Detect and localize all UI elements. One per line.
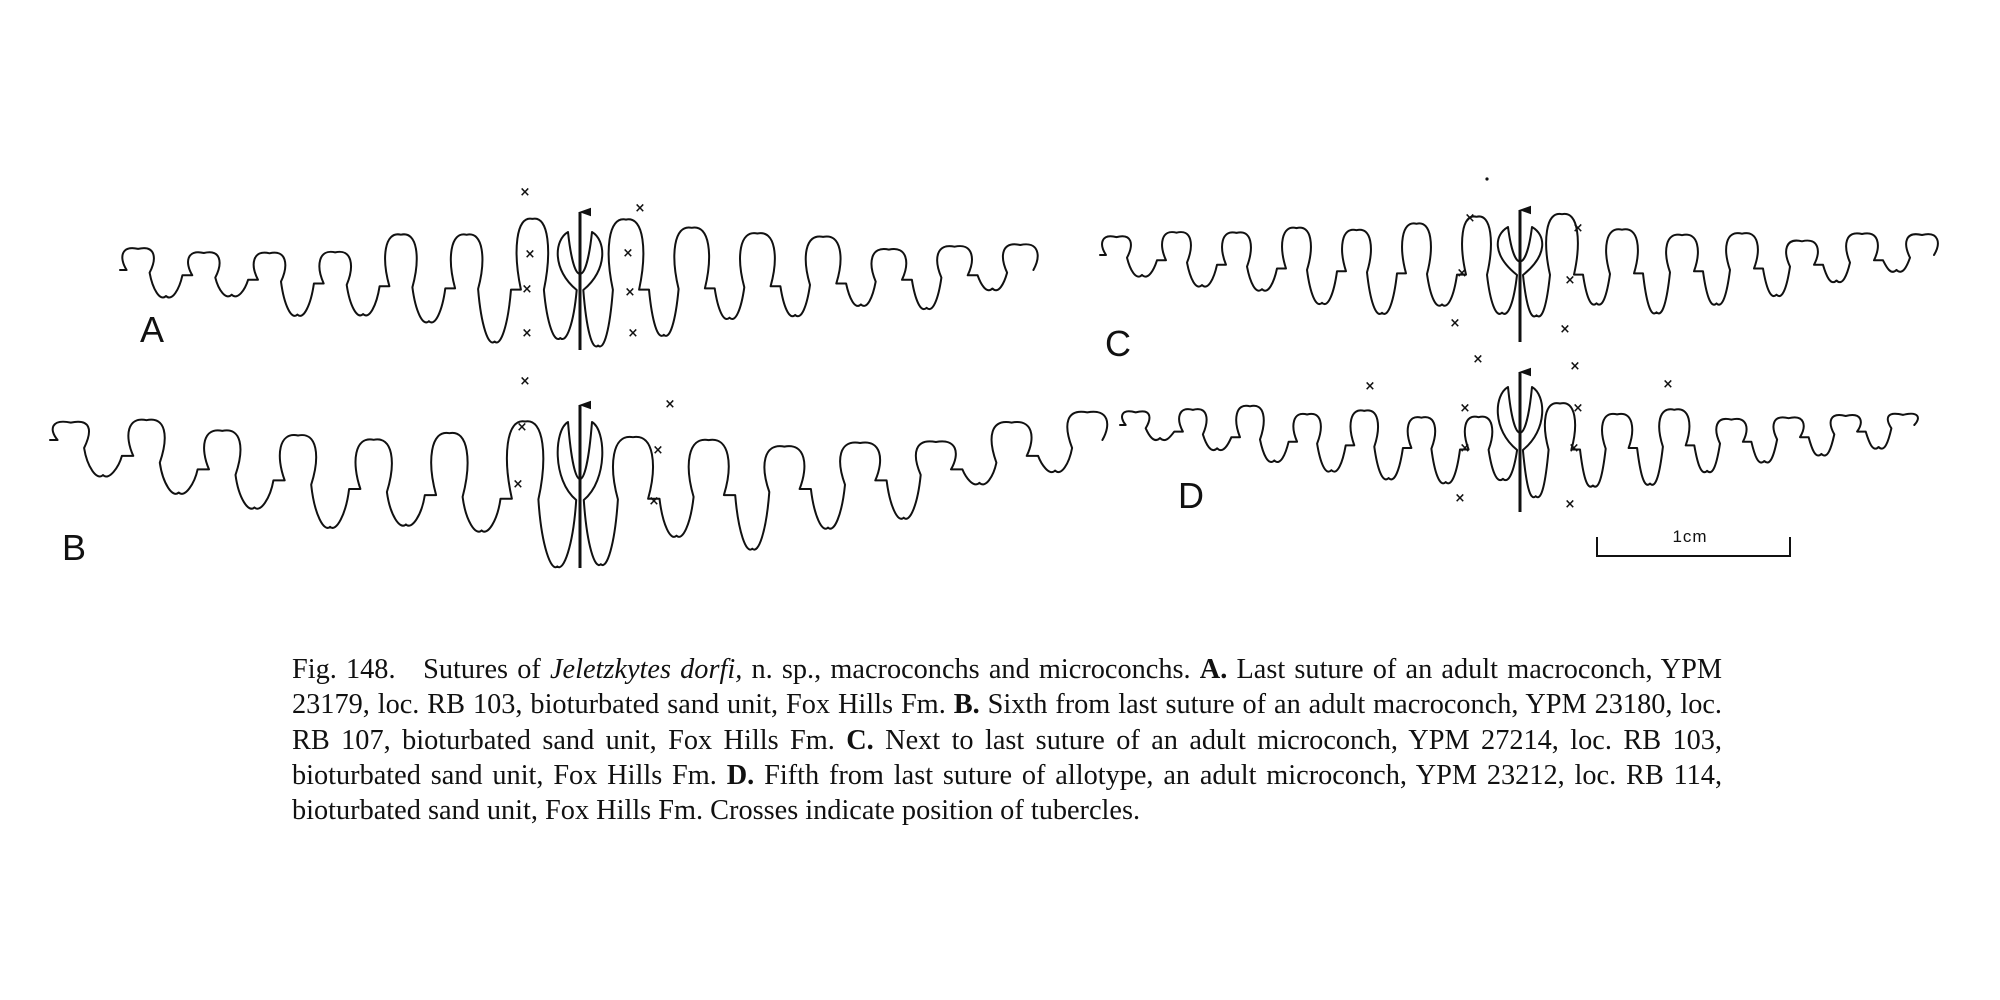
caption-item-a-text: Last suture of an adult macroconch, YPM 23179, loc. RB 103, bioturbated sand unit, Fox Hills Fm. [292, 654, 1723, 721]
caption-item-b-text: Sixth from last suture of an adult macroconch, YPM 23180, loc. RB 107, bioturbated sand unit, Fox Hills Fm. [292, 689, 1723, 756]
tubercle-cross: × [648, 494, 660, 509]
tubercle-cross: × [1564, 273, 1576, 288]
tubercle-cross: × [519, 374, 531, 389]
tubercle-cross: × [1464, 211, 1476, 226]
tubercle-cross: × [1364, 379, 1376, 394]
caption-item-b-letter: B. [953, 689, 980, 721]
suture-panel-d [1120, 352, 1918, 516]
scale-bar [1597, 527, 1790, 556]
caption-item-c-letter: C. [846, 724, 874, 756]
panel-label-c: C [1105, 323, 1131, 364]
tubercle-cross: × [516, 420, 528, 435]
tubercle-cross: × [1564, 497, 1576, 512]
caption-note: Crosses indicate position of tubercles. [710, 795, 1141, 827]
tubercle-cross: × [524, 247, 536, 262]
tubercle-cross: × [1568, 441, 1580, 456]
scale-bar-label: 1cm [1672, 527, 1708, 546]
tubercle-cross: × [627, 326, 639, 341]
caption-intro-pre: Sutures of [423, 654, 541, 685]
panel-label-b: B [62, 527, 87, 568]
caption-item-d-letter: D. [726, 759, 755, 791]
suture-panel-a [120, 185, 1038, 350]
tubercle-cross: × [652, 443, 664, 458]
tubercle-cross: × [1456, 266, 1468, 281]
caption-fig-number: Fig. 148. [292, 654, 396, 685]
figure-caption [292, 652, 1722, 828]
tubercle-cross: × [1559, 322, 1571, 337]
tubercle-cross: × [634, 201, 646, 216]
tubercle-cross: × [1459, 401, 1471, 416]
tubercle-cross: × [624, 285, 636, 300]
tubercle-cross: × [1454, 491, 1466, 506]
panel-label-d: D [1178, 475, 1204, 516]
tubercle-cross: × [1459, 441, 1471, 456]
tubercle-cross: × [1572, 401, 1584, 416]
tubercle-cross: × [521, 282, 533, 297]
caption-item-d-text: Fifth from last suture of allotype, an adult microconch, YPM 23212, loc. RB 114, bioturbated sand unit, Fox Hills Fm. [292, 759, 1723, 827]
tubercle-cross: × [664, 397, 676, 412]
tubercle-cross: × [1569, 359, 1581, 374]
tubercle-cross: × [622, 246, 634, 261]
tubercle-cross: × [1662, 377, 1674, 392]
caption-intro-post: n. sp., macroconchs and microconchs. [751, 654, 1191, 685]
tubercle-cross: × [1449, 316, 1461, 331]
suture-panel-b [50, 374, 1107, 568]
tubercle-cross: × [1472, 352, 1484, 367]
suture-panel-c [1100, 210, 1938, 364]
caption-species: Jeletzkytes dorfi, [550, 654, 743, 685]
tubercle-cross: × [512, 477, 524, 492]
panel-label-a: A [140, 309, 165, 350]
caption-item-a-letter: A. [1199, 654, 1228, 685]
tubercle-cross: × [519, 185, 531, 200]
caption-item-c-text: Next to last suture of an adult microconch, YPM 27214, loc. RB 103, bioturbated sand unit, Fox Hills Fm. [292, 724, 1722, 791]
tubercle-cross: × [1572, 221, 1584, 236]
tubercle-cross: × [521, 326, 533, 341]
